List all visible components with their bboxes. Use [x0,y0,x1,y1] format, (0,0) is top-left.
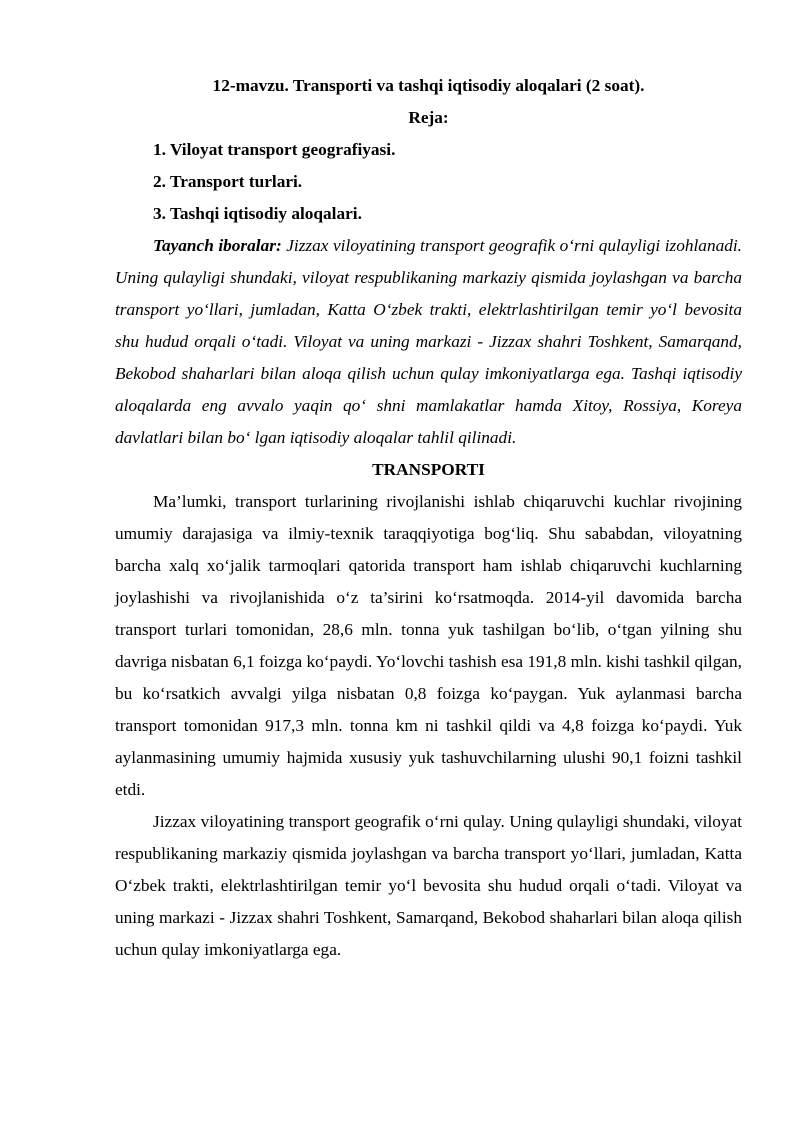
plan-item: 1. Viloyat transport geografiyasi. [153,140,396,159]
plan-item: 2. Transport turlari. [153,172,303,191]
keywords-text: Jizzax viloyatining transport geografik o‘rni qulayligi izohlanadi. Uning qulayligi shundaki, viloyat respublikaning markaziy qismida joylashgan va barcha transport yo‘llari, jumladan, Katta O‘zbek trakti, elektrlashtirilgan temir yo‘l bevosita shu hudud orqali o‘tadi. Viloyat va uning markazi - Jizzax shahri Toshkent, Samarqand, Bekobod shaharlari bilan aloqa qilish uchun qulay imkoniyatlarga ega. Tashqi iqtisodiy aloqalarda eng avvalo yaqin qo‘ shni mamlakatlar hamda Xitoy, Rossiya, Koreya davlatlari bilan bo‘ lgan iqtisodiy aloqalar tahlil qilinadi. [115,236,742,447]
plan-heading: Reja: [408,108,449,127]
plan-item: 3. Tashqi iqtisodiy aloqalari. [153,204,362,223]
keywords-paragraph [115,230,742,454]
keywords-label: Tayanch iboralar: [153,236,282,255]
body-paragraph: Jizzax viloyatining transport geografik o‘rni qulay. Uning qulayligi shundaki, viloyat respublikaning markaziy qismida joylashgan va barcha transport yo‘llari, jumladan, Katta O‘zbek trakti, elektrlashtirilgan temir yo‘l bevosita shu hudud orqali o‘tadi. Viloyat va uning markazi - Jizzax shahri Toshkent, Samarqand, Bekobod shaharlari bilan aloqa qilish uchun qulay imkoniyatlarga ega. [115,812,742,959]
document-page [115,70,742,966]
body-paragraph: Ma’lumki, transport turlarining rivojlanishi ishlab chiqaruvchi kuchlar rivojining umumiy darajasiga va ilmiy-texnik taraqqiyotiga bog‘liq. Shu sababdan, viloyatning barcha xalq xo‘jalik tarmoqlari qatorida transport ham ishlab chiqaruvchi kuchlarning joylashishi va rivojlanishida o‘z ta’sirini ko‘rsatmoqda. 2014-yil davomida barcha transport turlari tomonidan, 28,6 mln. tonna yuk tashilgan bo‘lib, o‘tgan yilning shu davriga nisbatan 6,1 foizga ko‘paydi. Yo‘lovchi tashish esa 191,8 mln. kishi tashkil qilgan, bu ko‘rsatkich avvalgi yilga nisbatan 0,8 foizga ko‘paygan. Yuk aylanmasi barcha transport tomonidan 917,3 mln. tonna km ni tashkil qildi va 4,8 foizga ko‘paydi. Yuk aylanmasining umumiy hajmida xususiy yuk tashuvchilarning ulushi 90,1 foizni tashkil etdi. [115,492,742,799]
section-heading: TRANSPORTI [372,460,485,479]
page-title: 12-mavzu. Transporti va tashqi iqtisodiy aloqalari (2 soat). [212,76,645,95]
